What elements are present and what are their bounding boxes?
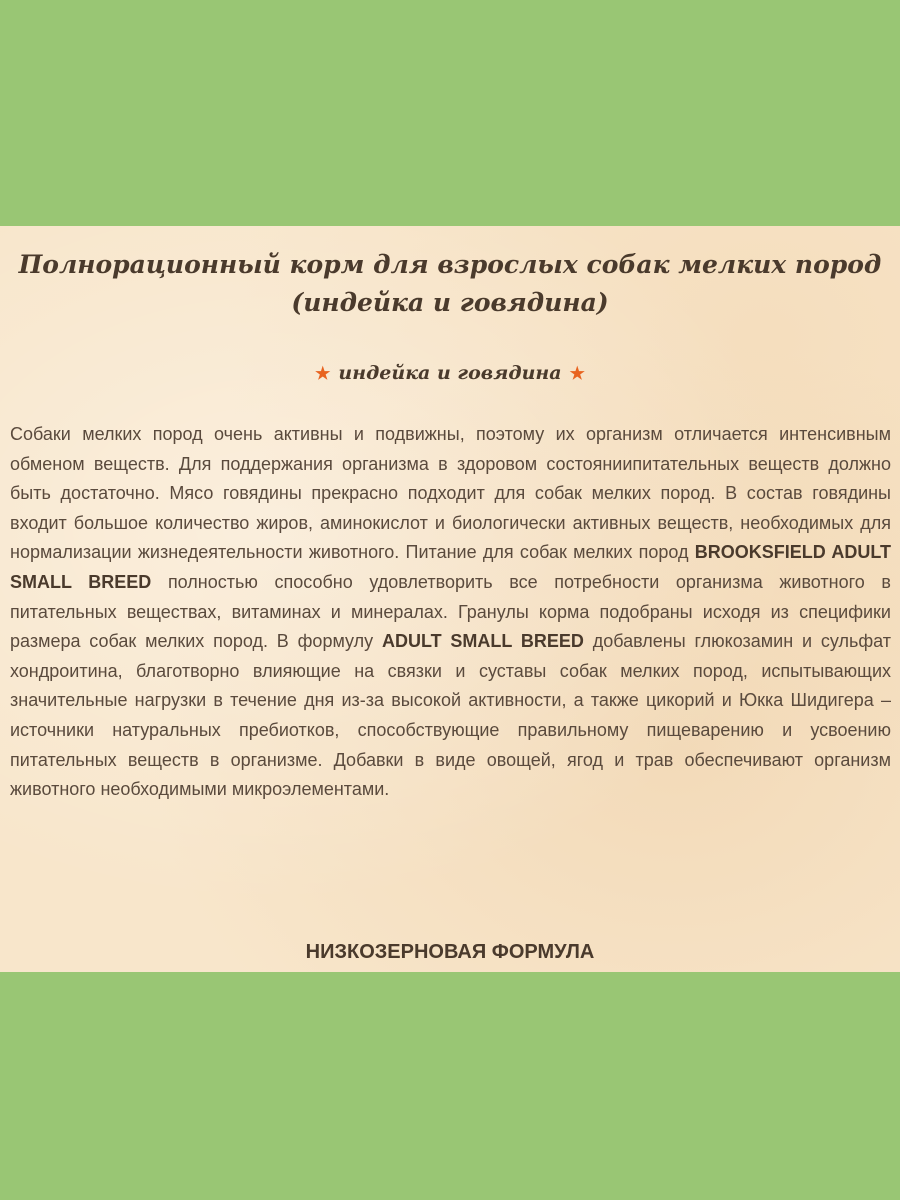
product-title: [0, 246, 900, 322]
section-heading-low-grain: НИЗКОЗЕРНОВАЯ ФОРМУЛА: [305, 941, 595, 963]
product-title-line2: (индейка и говядина): [291, 288, 609, 317]
star-icon: ★: [315, 364, 331, 384]
description-part2: полностью способно удовлетворить все потребности организма животного в питательных веществах, витаминах и минералах. Гранулы корма подобраны исходя из специфики размера собак мелких пород. В формулу: [10, 571, 891, 652]
description-part1: Собаки мелких пород очень активны и подвижны, поэтому их организм отличается интенсивным обменом веществ. Для поддержания организма в здоровом состояниипитательных веществ должно быть достаточно. Мясо говядины прекрасно подходит для собак мелких пород. В состав говядины входит большое количество жиров, аминокислот и биологически активных веществ, необходимых для нормализации жизнедеятельности животного. Питание для собак мелких пород: [10, 424, 891, 563]
brand-name: BROOKSFIELD ADULT SMALL BREED: [10, 542, 891, 592]
star-icon: ★: [569, 364, 585, 384]
description-panel: [0, 226, 900, 972]
product-description: [10, 420, 891, 805]
product-title-line1: Полнорационный корм для взрослых собак мелких пород: [18, 250, 882, 279]
formula-name: ADULT SMALL BREED: [381, 631, 584, 652]
flavor-label: индейка и говядина: [338, 362, 562, 384]
description-part3: добавлены глюкозамин и сульфат хондроитина, благотворно влияющие на связки и суставы собак мелких пород, испытывающих значительные нагрузки в течение дня из-за высокой активности, а также цикорий и Юкка Шидигера – источники натуральных пребиотков, способствующие правильному пищеварению и усвоению питательных веществ в организме. Добавки в виде овощей, ягод и трав обеспечивают организм животного необходимыми микроэлементами.: [10, 631, 891, 800]
flavor-subtitle: [0, 358, 900, 389]
